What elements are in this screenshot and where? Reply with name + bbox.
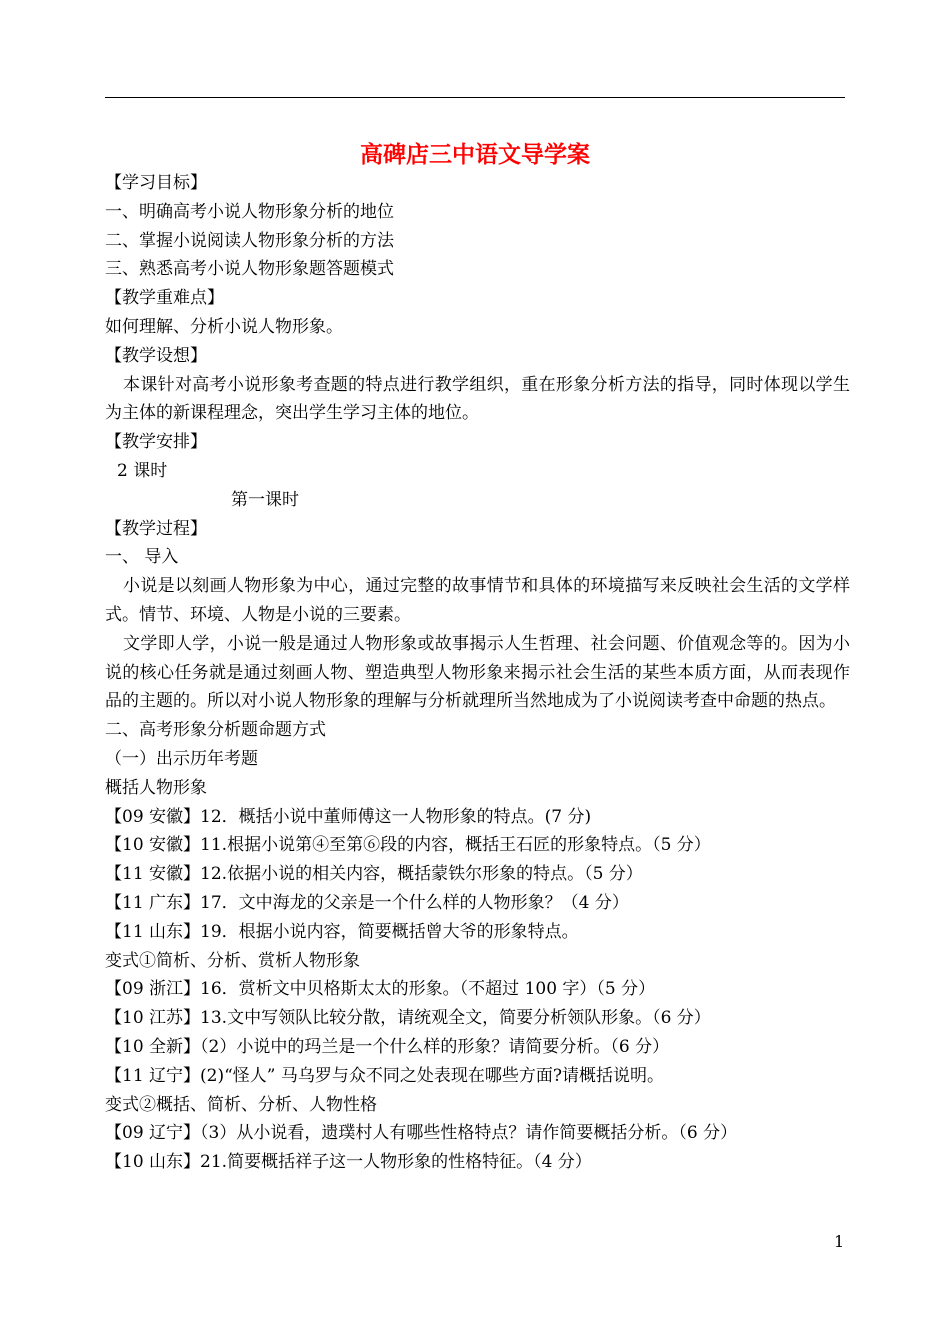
- exam-question: 【10 山东】21.简要概括祥子这一人物形象的性格特征。（4 分）: [105, 1152, 592, 1173]
- exam-question: 【09 安徽】12．概括小说中董师傅这一人物形象的特点。(7 分): [105, 806, 592, 827]
- page-number: 1: [834, 1232, 845, 1251]
- section-heading-key-points: 【教学重难点】: [105, 288, 224, 309]
- section-heading-goals: 【学习目标】: [105, 173, 207, 193]
- literature-paragraph: 文学即人学，小说一般是通过人物形象或故事揭示人生哲理、社会问题、价值观念等的。因为小说的核心任务就是通过刻画人物、塑造典型人物形象来揭示社会生活的某些本质方面，从而表现作品的主题的。所以对小说人物形象的理解与分析就理所当然地成为了小说阅读考查中命题的热点。: [105, 633, 850, 712]
- header-rule: [105, 97, 845, 98]
- intro-heading: 一、 导入: [105, 547, 179, 568]
- lesson-title: 第一课时: [231, 489, 299, 510]
- exam-question: 【11 安徽】12.依据小说的相关内容，概括蒙铁尔形象的特点。（5 分）: [105, 864, 643, 885]
- exam-question: 【09 浙江】16．赏析文中贝格斯太太的形象。（不超过 100 字）（5 分）: [105, 979, 656, 1000]
- intro-paragraph: 小说是以刻画人物形象为中心，通过完整的故事情节和具体的环境描写来反映社会生活的文学样式。情节、环境、人物是小说的三要素。: [105, 576, 850, 625]
- goal-item: 一、明确高考小说人物形象分析的地位: [105, 201, 394, 222]
- arrangement-value: 2 课时: [117, 460, 168, 481]
- key-point-text: 如何理解、分析小说人物形象。: [105, 316, 343, 337]
- exam-question: 【10 全新】（2）小说中的玛兰是一个什么样的形象？请简要分析。（6 分）: [105, 1036, 670, 1057]
- section-heading-arrangement: 【教学安排】: [105, 432, 207, 453]
- design-paragraph: 本课针对高考小说形象考查题的特点进行教学组织，重在形象分析方法的指导，同时体现以学生为主体的新课程理念，突出学生学习主体的地位。: [105, 374, 850, 424]
- document-title: 高碑店三中语文导学案: [360, 142, 590, 168]
- subsection-heading: （一）出示历年考题: [105, 748, 258, 769]
- exam-question: 【10 安徽】11.根据小说第④至第⑥段的内容，概括王石匠的形象特点。（5 分）: [105, 835, 711, 856]
- exam-question: 【11 辽宁】(2)“怪人” 马乌罗与众不同之处表现在哪些方面?请概括说明。: [105, 1065, 665, 1086]
- goal-item: 二、掌握小说阅读人物形象分析的方法: [105, 230, 394, 251]
- exam-question: 【11 山东】19．根据小说内容，简要概括曾大爷的形象特点。: [105, 921, 579, 942]
- goal-item: 三、熟悉高考小说人物形象题答题模式: [105, 259, 394, 280]
- document-body: [105, 169, 850, 1177]
- exam-question: 【10 江苏】13.文中写领队比较分散，请统观全文，简要分析领队形象。（6 分）: [105, 1008, 711, 1029]
- category-heading: 变式②概括、简析、分析、人物性格: [105, 1094, 377, 1115]
- category-heading: 概括人物形象: [105, 777, 207, 798]
- section-heading-process: 【教学过程】: [105, 518, 207, 539]
- exam-question: 【09 辽宁】（3）从小说看，遗璞村人有哪些性格特点？请作简要概括分析。（6 分）: [105, 1123, 738, 1144]
- section-heading-design: 【教学设想】: [105, 345, 207, 366]
- category-heading: 变式①简析、分析、赏析人物形象: [105, 950, 360, 971]
- subsection-heading: 二、高考形象分析题命题方式: [105, 720, 326, 741]
- exam-question: 【11 广东】17．文中海龙的父亲是一个什么样的人物形象？（4 分）: [105, 892, 629, 913]
